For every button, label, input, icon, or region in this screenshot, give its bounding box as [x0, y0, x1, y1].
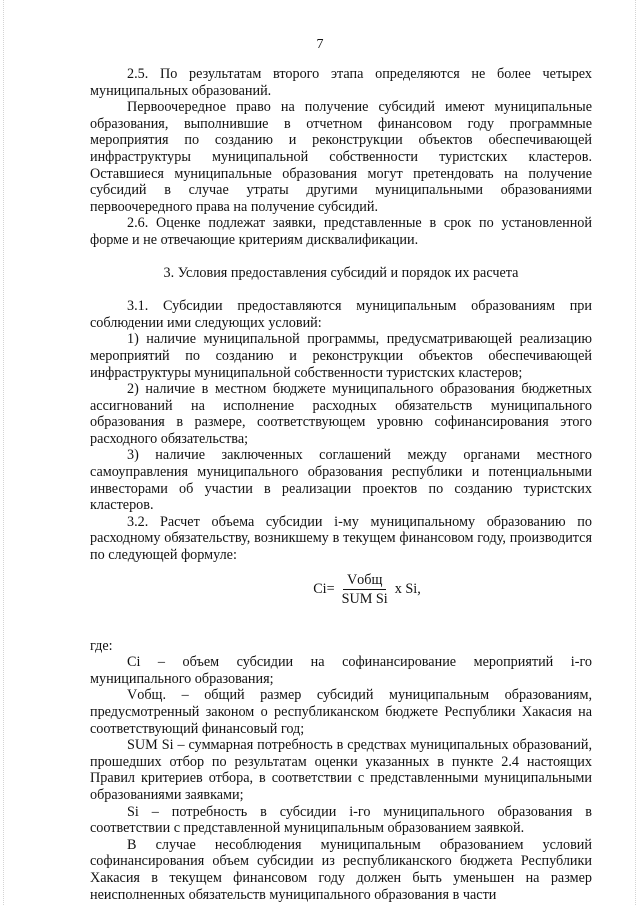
paragraph-3-2: 3.2. Расчет объема субсидии i-му муниципальному образованию по расходному обязательству, возникшему в текущем финансовом году, производится по следующей формуле:	[90, 513, 592, 564]
condition-item-2: 2) наличие в местном бюджете муниципального образования бюджетных ассигнований на исполнение расходных обязательств муниципального образования в размере, соответствующем уровню софинансирования этого расходного обязательства;	[90, 381, 592, 447]
page-number: 7	[316, 37, 324, 52]
definition-ci: Ci – объем субсидии на софинансирование мероприятий i-го муниципального образования;	[90, 654, 592, 687]
definition-sum-si: SUM Si – суммарная потребность в средствах муниципальных образований, прошедших отбор по результатам оценки указанных в пункте 2.4 настоящих Правил критериев отбора, в соответствии с представленными муниципальными образованиями заявками;	[90, 737, 592, 803]
condition-item-1: 1) наличие муниципальной программы, предусматривающей реализацию мероприятий по созданию и реконструкции объектов обеспечивающей инфраструктуры муниципальной собственности туристских кластеров;	[90, 331, 592, 381]
formula-lhs: Ci=	[313, 580, 335, 597]
subsidy-formula	[90, 572, 592, 607]
scan-edge-right	[635, 0, 637, 905]
paragraph-2-6: 2.6. Оценке подлежат заявки, представленные в срок по установленной форме и не отвечающие критериям дисквалификации.	[90, 215, 592, 248]
formula-rhs: x Si,	[394, 580, 421, 597]
paragraph-3-1: 3.1. Субсидии предоставляются муниципальным образованиям при соблюдении ими следующих условий:	[90, 298, 592, 331]
paragraph-2-5: 2.5. По результатам второго этапа определяются не более четырех муниципальных образований.	[90, 66, 592, 99]
where-label: где:	[90, 637, 113, 654]
definition-vobsch: Vобщ. – общий размер субсидий муниципальным образованиям, предусмотренный законом о республиканском бюджете Республики Хакасия на соответствующий финансовый год;	[90, 687, 592, 737]
paragraph-priority-right: Первоочередное право на получение субсидий имеют муниципальные образования, выполнившие в отчетном финансовом году программные мероприятия по созданию и реконструкции объектов обеспечивающей инфраструктуры муниципальной собственности туристских кластеров. Оставшиеся муниципальные образования могут претендовать на получение субсидий в случае утраты другими муниципальными образованиями первоочередного права на получение субсидий.	[90, 99, 592, 215]
formula-numerator: Vобщ	[343, 572, 386, 590]
formula-fraction	[338, 572, 392, 607]
paragraph-noncompliance: В случае несоблюдения муниципальным образованием условий софинансирования объем субсидии из республиканского бюджета Республики Хакасия в текущем финансовом году должен быть уменьшен на размер неисполненных обязательств муниципального образования в части	[90, 836, 592, 903]
definition-si: Si – потребность в субсидии i-го муниципального образования в соответствии с представленной муниципальным образованием заявкой.	[90, 803, 592, 837]
scan-edge-left	[3, 0, 5, 905]
formula-denominator: SUM Si	[341, 590, 388, 607]
section-heading: 3. Условия предоставления субсидий и порядок их расчета	[163, 264, 519, 281]
condition-item-3: 3) наличие заключенных соглашений между органами местного самоуправления муниципального образования республики и потенциальными инвесторами об участии в реализации проектов по созданию туристских кластеров.	[90, 447, 592, 514]
document-body	[90, 66, 592, 903]
